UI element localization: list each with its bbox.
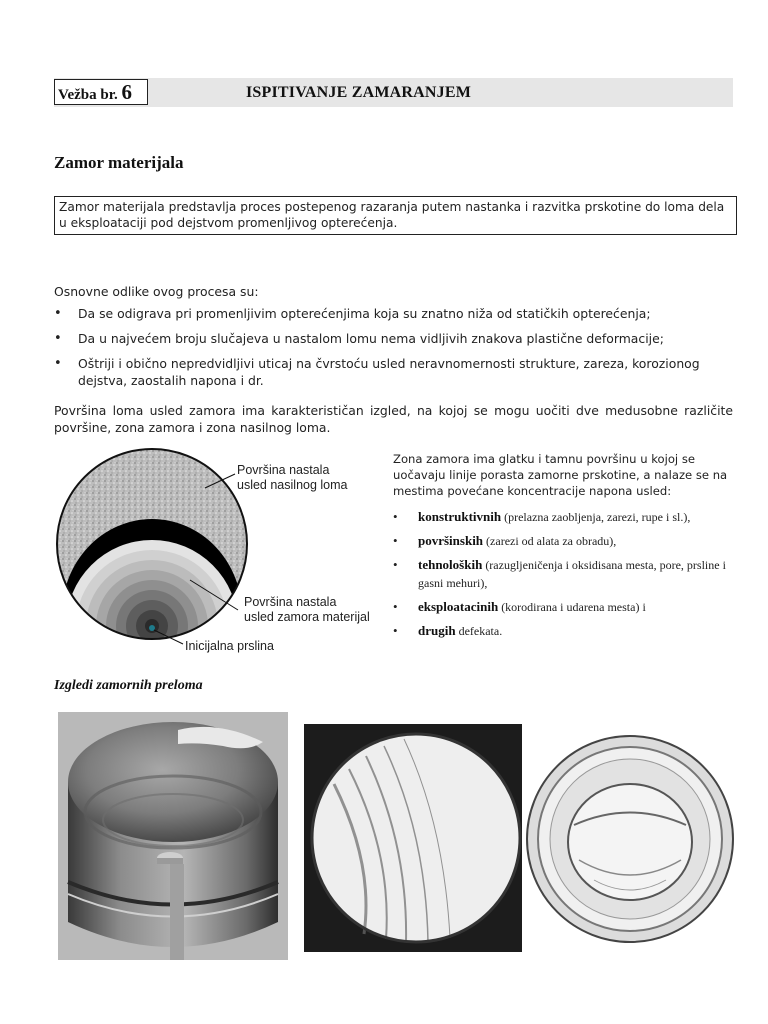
list-item: • površinskih (zarezi od alata za obradu), <box>393 533 617 548</box>
exercise-number-box <box>54 79 148 105</box>
bullet-icon: • <box>54 306 62 321</box>
fracture-description: Površina loma usled zamora ima karakterističan izgled, na kojoj se mogu uočiti dve medusobne različite površine, zona zamora i zona nasilnog loma. <box>54 403 733 435</box>
fracture-photo-3 <box>524 730 736 948</box>
fatigue-zone-description: Zona zamora ima glatku i tamnu površinu u kojoj se uočavaju linije porasta zamorne prskotine, a nalaze se na mestima povećane koncentracije napona usled: <box>393 452 728 498</box>
label-fatigue-line1: Površina nastala <box>244 595 337 609</box>
bullet-icon: • <box>393 557 398 572</box>
stress-concentration-list <box>393 508 738 646</box>
definition-box: Zamor materijala predstavlja proces postepenog razaranja putem nastanka i razvitka prskotine do loma dela u eksploataciji pod dejstvom promenljivog opterećenja. <box>54 196 737 235</box>
exercise-number: 6 <box>121 80 132 104</box>
label-violent-line1: Površina nastala <box>237 463 330 477</box>
page-title: ISPITIVANJE ZAMARANJEM <box>246 84 472 101</box>
list-item: • Oštriji i obično nepredvidljivi uticaj na čvrstoću usled neravnomernosti strukture, zareza, korozionog dejstva, zaostalih napona i dr. <box>54 356 700 388</box>
bullet-icon: • <box>54 356 62 371</box>
bullet-icon: • <box>54 331 62 346</box>
bullet-icon: • <box>393 509 398 524</box>
fracture-diagram <box>50 444 395 664</box>
bullet-icon: • <box>393 533 398 548</box>
bullet-icon: • <box>393 599 398 614</box>
list-item: • Da u najvećem broju slučajeva u nastalom lomu nema vidljivih znakova plastične deformacije; <box>54 331 664 346</box>
list-item: • eksploatacinih (korodirana i udarena mesta) i <box>393 599 646 614</box>
fracture-photo-2 <box>304 724 522 952</box>
fracture-photo-1 <box>58 712 288 960</box>
intro-text: Osnovne odlike ovog procesa su: <box>54 284 259 299</box>
exercise-label: Vežba br. <box>58 87 118 103</box>
list-item: • konstruktivnih (prelazna zaobljenja, zarezi, rupe i sl.), <box>393 509 691 524</box>
label-fatigue-line2: usled zamora materijal <box>244 610 370 624</box>
section-title: Zamor materijala <box>54 153 184 172</box>
label-violent-line2: usled nasilnog loma <box>237 478 348 492</box>
photos-title: Izgledi zamornih preloma <box>54 678 203 693</box>
label-initial-crack: Inicijalna prslina <box>185 639 274 653</box>
characteristics-list <box>54 305 744 397</box>
list-item: • drugih defekata. <box>393 623 503 638</box>
list-item: • tehnoloških (razugljeničenja i oksidisana mesta, pore, prsline i gasni mehuri), <box>393 557 726 590</box>
bullet-icon: • <box>393 623 398 638</box>
list-item: • Da se odigrava pri promenljivim opterećenjima koja su znatno niža od statičkih opterećenja; <box>54 306 651 321</box>
